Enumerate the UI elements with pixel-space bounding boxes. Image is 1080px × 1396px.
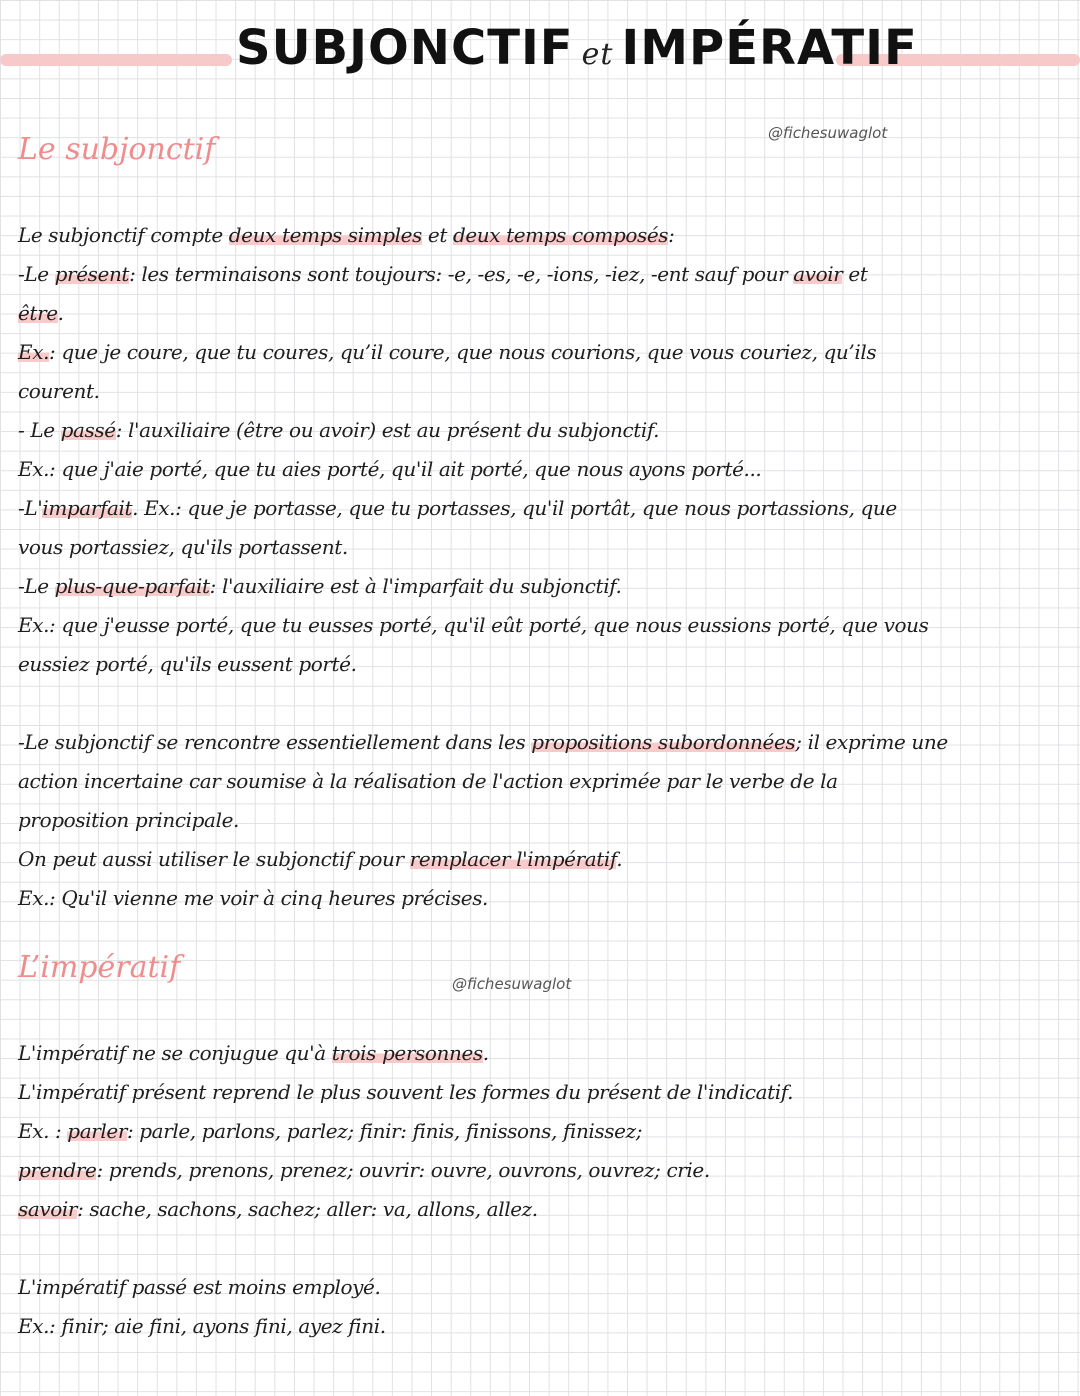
title-amp: et <box>581 37 614 72</box>
text-segment: : que je coure, que tu coures, qu’il coure, que nous courions, que vous couriez, qu’ils <box>49 340 877 364</box>
text-line <box>18 1112 1068 1151</box>
highlighted-text: prendre <box>18 1158 97 1182</box>
title-end: IMPÉRATIF <box>621 20 918 76</box>
text-segment: L'impératif passé est moins employé. <box>18 1275 381 1299</box>
highlighted-text: remplacer l'impératif <box>409 847 617 871</box>
text-line <box>18 567 1068 606</box>
text-segment: . <box>482 1041 489 1065</box>
text-segment: ; il exprime une <box>795 730 948 754</box>
text-segment: : <box>668 223 675 247</box>
text-segment: courent. <box>18 379 100 403</box>
text-segment: Ex.: finir; aie fini, ayons fini, ayez fini. <box>18 1314 386 1338</box>
text-segment: : l'auxiliaire (être ou avoir) est au présent du subjonctif. <box>115 418 660 442</box>
section-body-subjonctif <box>18 216 1068 918</box>
text-segment: eussiez porté, qu'ils eussent porté. <box>18 652 357 676</box>
highlighted-text: parler <box>67 1119 127 1143</box>
highlighted-text: présent <box>54 262 130 286</box>
watermark-top: @fichesuwaglot <box>768 124 888 142</box>
text-segment: vous portassiez, qu'ils portassent. <box>18 535 348 559</box>
text-line <box>18 723 1068 762</box>
text-line <box>18 450 1068 489</box>
text-line <box>18 528 1068 567</box>
text-segment: . <box>57 301 64 325</box>
text-segment: On peut aussi utiliser le subjonctif pour <box>18 847 410 871</box>
text-line <box>18 294 1068 333</box>
text-line <box>18 411 1068 450</box>
text-line <box>18 372 1068 411</box>
highlighted-text: plus-que-parfait <box>54 574 210 598</box>
section-heading-imperatif: L’impératif <box>18 950 181 985</box>
text-segment: : prends, prenons, prenez; ouvrir: ouvre, ouvrons, ouvrez; crie. <box>96 1158 710 1182</box>
watermark-middle: @fichesuwaglot <box>452 975 572 993</box>
text-line <box>18 1034 1068 1073</box>
highlighted-text: avoir <box>793 262 843 286</box>
text-segment: Ex.: que j'eusse porté, que tu eusses porté, qu'il eût porté, que nous eussions porté, que vous <box>18 613 929 637</box>
text-segment: : les terminaisons sont toujours: -e, -es, -e, -ions, -iez, -ent sauf pour <box>129 262 794 286</box>
text-segment: -Le <box>18 262 55 286</box>
text-line <box>18 489 1068 528</box>
text-line <box>18 1190 1068 1229</box>
section-body-imperatif <box>18 1034 1068 1346</box>
text-line <box>18 1151 1068 1190</box>
text-line <box>18 216 1068 255</box>
highlighted-text: passé <box>60 418 116 442</box>
text-segment: : sache, sachons, sachez; aller: va, allons, allez. <box>77 1197 538 1221</box>
text-line <box>18 762 1068 801</box>
text-line <box>18 333 1068 372</box>
text-segment: Ex.: que j'aie porté, que tu aies porté, qu'il ait porté, que nous ayons porté... <box>18 457 762 481</box>
highlighted-text: Ex. <box>18 340 50 364</box>
text-segment: et <box>421 223 453 247</box>
text-line <box>18 801 1068 840</box>
text-segment: Ex. : <box>18 1119 68 1143</box>
text-segment: action incertaine car soumise à la réalisation de l'action exprimée par le verbe de la <box>18 769 838 793</box>
text-segment: et <box>842 262 868 286</box>
highlighted-text: deux temps simples <box>228 223 422 247</box>
text-line <box>18 606 1068 645</box>
text-segment: Ex.: Qu'il vienne me voir à cinq heures précises. <box>18 886 489 910</box>
text-line <box>18 1229 1068 1268</box>
text-line <box>18 1307 1068 1346</box>
text-segment: Le subjonctif compte <box>18 223 229 247</box>
highlighted-text: imparfait <box>42 496 133 520</box>
text-line <box>18 255 1068 294</box>
text-segment: L'impératif ne se conjugue qu'à <box>18 1041 332 1065</box>
highlighted-text: savoir <box>18 1197 78 1221</box>
text-segment: - Le <box>18 418 61 442</box>
text-segment: -Le subjonctif se rencontre essentiellement dans les <box>18 730 532 754</box>
text-segment: . <box>616 847 623 871</box>
highlighted-text: être <box>18 301 58 325</box>
text-line <box>18 1268 1068 1307</box>
text-segment: : l'auxiliaire est à l'imparfait du subjonctif. <box>209 574 622 598</box>
text-segment: -Le <box>18 574 55 598</box>
page-title <box>236 20 918 76</box>
title-underline-left <box>0 54 232 66</box>
text-segment: . Ex.: que je portasse, que tu portasses, qu'il portât, que nous portassions, que <box>132 496 897 520</box>
title-main: SUBJONCTIF <box>236 20 574 76</box>
text-segment: : parle, parlons, parlez; finir: finis, finissons, finissez; <box>126 1119 643 1143</box>
text-line <box>18 1073 1068 1112</box>
text-segment: -L' <box>18 496 43 520</box>
highlighted-text: trois personnes <box>331 1041 483 1065</box>
section-heading-subjonctif: Le subjonctif <box>18 132 216 167</box>
text-line <box>18 645 1068 684</box>
text-line <box>18 879 1068 918</box>
text-line <box>18 684 1068 723</box>
text-segment: proposition principale. <box>18 808 239 832</box>
highlighted-text: deux temps composés <box>452 223 669 247</box>
text-line <box>18 840 1068 879</box>
text-segment: L'impératif présent reprend le plus souvent les formes du présent de l'indicatif. <box>18 1080 794 1104</box>
highlighted-text: propositions subordonnées <box>531 730 796 754</box>
